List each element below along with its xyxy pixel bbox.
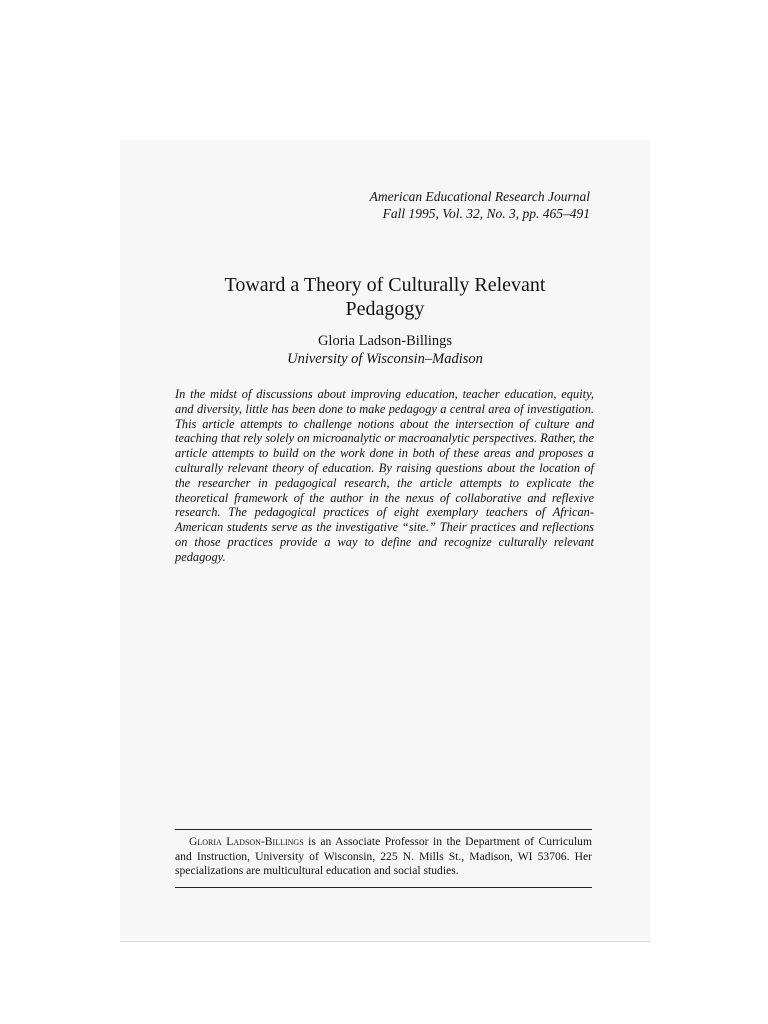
footnote-divider-bottom: [175, 887, 592, 888]
journal-reference: [370, 188, 590, 222]
author-footnote: [175, 835, 592, 879]
journal-issue: Fall 1995, Vol. 32, No. 3, pp. 465–491: [382, 206, 590, 221]
abstract: In the midst of discussions about improving education, teacher education, equity, and diversity, little has been done to make pedagogy a central area of investigation. This article attempts to challenge notions about the intersection of culture and teaching that rely solely on microanalytic or macroanalytic perspectives. Rather, the article attempts to build on the work done in both of these areas and proposes a culturally relevant theory of education. By raising questions about the location of the researcher in pedagogical research, the article attempts to explicate the theoretical framework of the author in the nexus of collaborative and reflexive research. The pedagogical practices of eight exemplary teachers of African-American students serve as the investigative “site.” Their practices and reflections on those practices provide a way to define and recognize culturally relevant pedagogy.: [175, 387, 594, 564]
footnote-text: is an Associate Professor in the Department of Curriculum and Instruction, University of Wisconsin, 225 N. Mills St., Madison, WI 53706. Her specializations are multicultural education and social studies.: [175, 835, 592, 877]
author-affiliation: University of Wisconsin–Madison: [287, 351, 483, 367]
journal-name: American Educational Research Journal: [369, 189, 590, 204]
paper-page: [120, 140, 650, 940]
footnote-author-name: Gloria Ladson-Billings: [189, 835, 304, 848]
article-title-line-1: Toward a Theory of Culturally Relevant: [224, 274, 546, 296]
footnote-divider-top: [175, 829, 592, 830]
article-title-line-2: Pedagogy: [345, 298, 425, 320]
article-title: [120, 273, 650, 321]
author-name: Gloria Ladson-Billings: [317, 333, 453, 349]
page-bottom-divider: [120, 941, 650, 942]
